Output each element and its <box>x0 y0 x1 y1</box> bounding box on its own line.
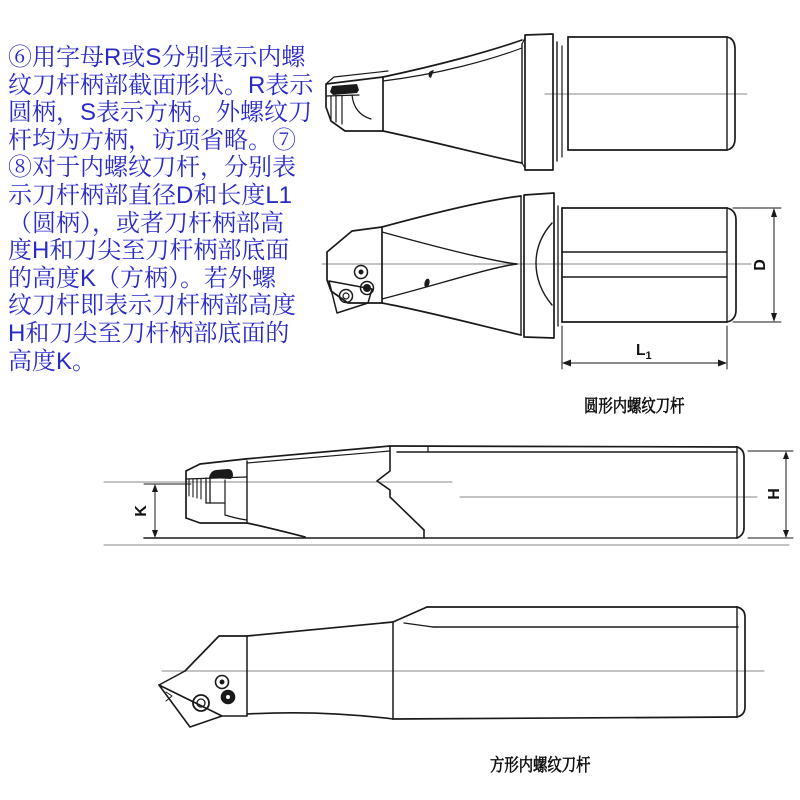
figure-square-perspective-details <box>186 447 737 538</box>
figure-square-perspective <box>144 446 793 538</box>
note-text-block <box>8 44 313 375</box>
note-line: 高度K。 <box>8 347 97 375</box>
note-line: （圆柄），或者刀杆柄部高 <box>8 209 284 237</box>
note-line: ⑧对于内螺纹刀杆，分别表 <box>8 154 296 182</box>
dim-label-D: D <box>752 259 769 271</box>
note-line: ⑥用字母R或S分别表示内螺 <box>8 44 306 71</box>
dim-label-L1-sub: 1 <box>645 350 652 363</box>
note-line: 的高度K（方柄）。若外螺 <box>8 264 277 292</box>
note-line: 纹刀杆柄部截面形状。R表示 <box>8 71 314 99</box>
insert-top <box>209 469 233 479</box>
caption-square-tool: 方形内螺纹刀杆 <box>490 755 591 775</box>
dim-label-H: H <box>766 488 783 500</box>
dim-label-L1 <box>636 342 652 362</box>
note-line: H和刀尖至刀杆柄部底面的 <box>8 319 290 347</box>
caption-round-tool: 圆形内螺纹刀杆 <box>584 396 685 416</box>
dim-label-K: K <box>133 505 150 517</box>
note-line: 圆柄，S表示方柄。外螺纹刀 <box>8 99 313 127</box>
note-line: 杆均为方柄，访项省略。⑦ <box>8 126 296 154</box>
chip-mark <box>429 70 434 78</box>
note-line: 示刀杆柄部直径D和长度L1 <box>8 181 293 209</box>
note-line: 度H和刀尖至刀杆柄部底面 <box>8 237 290 265</box>
figure-round-perspective <box>326 34 735 170</box>
figure-square-side <box>159 607 745 727</box>
figure-round-side <box>327 193 781 369</box>
threading-insert <box>159 676 235 728</box>
dim-label-L1-main: L <box>636 342 646 359</box>
insert-top <box>330 84 359 95</box>
threading-insert <box>329 266 374 314</box>
figure-square-side-details <box>404 607 738 717</box>
figure-round-perspective-details <box>326 37 727 168</box>
note-line: 纹刀杆即表示刀杆柄部高度 <box>8 292 296 320</box>
